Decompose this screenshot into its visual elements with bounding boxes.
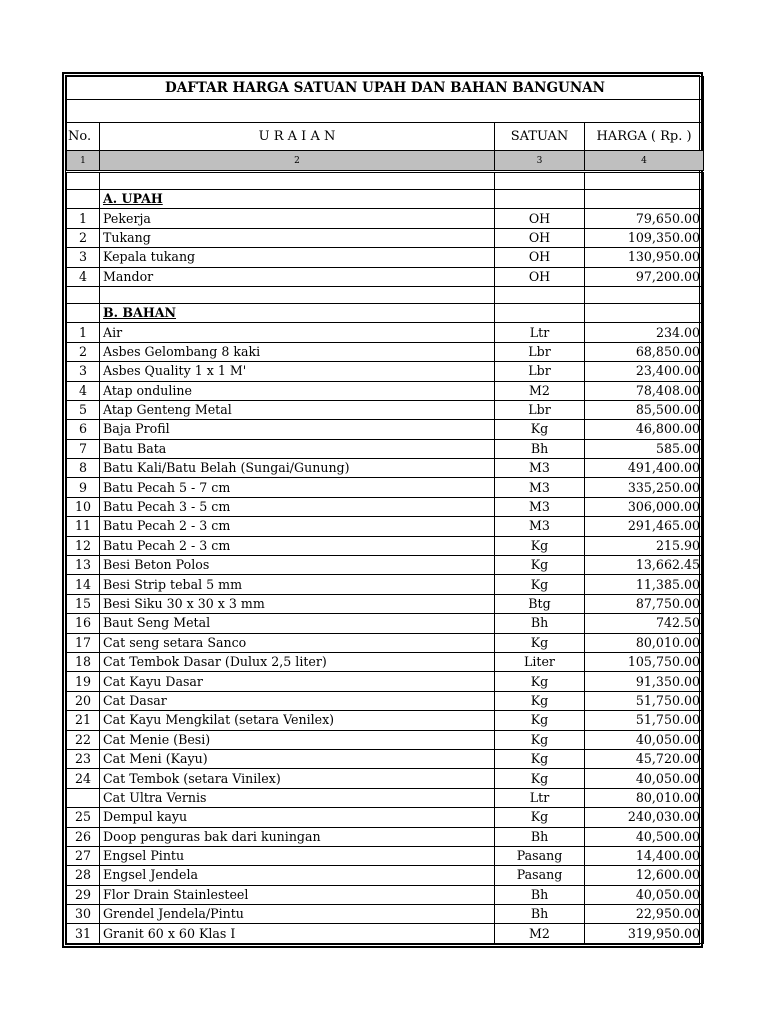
row-unit: Ltr (495, 788, 585, 807)
sheet-inner-border (65, 75, 700, 945)
row-item: Batu Pecah 2 - 3 cm (100, 536, 495, 555)
section-a-header (67, 190, 704, 209)
section-b-header (67, 303, 704, 322)
row-price: 87,750.00 (585, 594, 704, 613)
table-row (67, 711, 704, 730)
row-number: 12 (67, 536, 100, 555)
row-unit: Liter (495, 652, 585, 671)
row-price: 234.00 (585, 323, 704, 342)
row-number: 2 (67, 228, 100, 247)
row-item: Cat seng setara Sanco (100, 633, 495, 652)
row-number: 14 (67, 575, 100, 594)
row-unit: OH (495, 267, 585, 286)
table-row (67, 459, 704, 478)
row-number: 3 (67, 248, 100, 267)
table-row (67, 885, 704, 904)
row-unit: Kg (495, 672, 585, 691)
table-row (67, 400, 704, 419)
row-unit: M2 (495, 924, 585, 943)
row-unit: Bh (495, 614, 585, 633)
row-unit: Bh (495, 439, 585, 458)
row-unit: Lbr (495, 342, 585, 361)
row-unit: Pasang (495, 846, 585, 865)
row-price: 585.00 (585, 439, 704, 458)
column-number: 2 (100, 151, 495, 172)
row-number: 1 (67, 323, 100, 342)
column-number: 4 (585, 151, 704, 172)
row-number: 11 (67, 517, 100, 536)
row-number: 26 (67, 827, 100, 846)
header-uraian: U R A I A N (100, 123, 495, 151)
row-price: 40,500.00 (585, 827, 704, 846)
row-number: 18 (67, 652, 100, 671)
row-unit: M3 (495, 459, 585, 478)
row-item: Cat Dasar (100, 691, 495, 710)
table-row (67, 866, 704, 885)
blank-cell (67, 100, 704, 123)
page-title: DAFTAR HARGA SATUAN UPAH DAN BAHAN BANGUNAN (67, 77, 704, 100)
row-item: Atap Genteng Metal (100, 400, 495, 419)
row-unit: Pasang (495, 866, 585, 885)
section-b-label: B. BAHAN (100, 303, 495, 322)
row-price: 46,800.00 (585, 420, 704, 439)
table-row (67, 652, 704, 671)
row-unit: Kg (495, 575, 585, 594)
row-item: Asbes Gelombang 8 kaki (100, 342, 495, 361)
price-table (66, 76, 704, 944)
row-item: Batu Pecah 5 - 7 cm (100, 478, 495, 497)
row-number: 13 (67, 556, 100, 575)
row-price: 319,950.00 (585, 924, 704, 943)
row-price: 97,200.00 (585, 267, 704, 286)
row-number: 16 (67, 614, 100, 633)
table-row (67, 267, 704, 286)
row-price: 306,000.00 (585, 497, 704, 516)
section-a-label: A. UPAH (100, 190, 495, 209)
row-price: 68,850.00 (585, 342, 704, 361)
table-row (67, 672, 704, 691)
row-price: 335,250.00 (585, 478, 704, 497)
row-item: Batu Bata (100, 439, 495, 458)
table-row (67, 420, 704, 439)
row-price: 742.50 (585, 614, 704, 633)
row-number: 22 (67, 730, 100, 749)
table-row (67, 594, 704, 613)
header-satuan: SATUAN (495, 123, 585, 151)
table-row (67, 827, 704, 846)
table-row (67, 769, 704, 788)
row-item: Asbes Quality 1 x 1 M' (100, 362, 495, 381)
row-price: 109,350.00 (585, 228, 704, 247)
row-unit: Bh (495, 827, 585, 846)
row-price: 80,010.00 (585, 633, 704, 652)
row-number: 4 (67, 381, 100, 400)
row-price: 11,385.00 (585, 575, 704, 594)
row-price: 105,750.00 (585, 652, 704, 671)
row-unit: Kg (495, 808, 585, 827)
blank-row (67, 100, 704, 123)
row-price: 85,500.00 (585, 400, 704, 419)
row-item: Engsel Jendela (100, 866, 495, 885)
table-row (67, 691, 704, 710)
row-item: Cat Tembok Dasar (Dulux 2,5 liter) (100, 652, 495, 671)
table-row (67, 228, 704, 247)
row-item: Cat Ultra Vernis (100, 788, 495, 807)
row-price: 78,408.00 (585, 381, 704, 400)
row-unit: Kg (495, 556, 585, 575)
row-item: Batu Pecah 2 - 3 cm (100, 517, 495, 536)
row-item: Besi Strip tebal 5 mm (100, 575, 495, 594)
row-price: 40,050.00 (585, 885, 704, 904)
row-item: Besi Siku 30 x 30 x 3 mm (100, 594, 495, 613)
row-price: 79,650.00 (585, 209, 704, 228)
row-item: Cat Kayu Dasar (100, 672, 495, 691)
row-number: 20 (67, 691, 100, 710)
table-row (67, 614, 704, 633)
row-number: 8 (67, 459, 100, 478)
row-item: Baja Profil (100, 420, 495, 439)
row-price: 130,950.00 (585, 248, 704, 267)
table-row (67, 924, 704, 943)
column-number: 3 (495, 151, 585, 172)
row-unit: Kg (495, 711, 585, 730)
row-price: 51,750.00 (585, 711, 704, 730)
table-row (67, 730, 704, 749)
row-item: Cat Tembok (setara Vinilex) (100, 769, 495, 788)
row-number (67, 788, 100, 807)
row-item: Cat Kayu Mengkilat (setara Venilex) (100, 711, 495, 730)
table-row (67, 497, 704, 516)
table-row (67, 788, 704, 807)
row-number: 17 (67, 633, 100, 652)
row-price: 40,050.00 (585, 730, 704, 749)
row-unit: Ltr (495, 323, 585, 342)
table-row (67, 248, 704, 267)
row-number: 10 (67, 497, 100, 516)
row-unit: OH (495, 228, 585, 247)
row-price: 40,050.00 (585, 769, 704, 788)
row-number: 28 (67, 866, 100, 885)
row-price: 215.90 (585, 536, 704, 555)
row-price: 80,010.00 (585, 788, 704, 807)
row-unit: Kg (495, 769, 585, 788)
row-price: 22,950.00 (585, 905, 704, 924)
row-number: 5 (67, 400, 100, 419)
row-number: 6 (67, 420, 100, 439)
row-unit: OH (495, 248, 585, 267)
row-number: 21 (67, 711, 100, 730)
row-unit: Bh (495, 905, 585, 924)
row-unit: Bh (495, 885, 585, 904)
spacer-row (67, 286, 704, 303)
row-number: 30 (67, 905, 100, 924)
row-number: 27 (67, 846, 100, 865)
row-number: 19 (67, 672, 100, 691)
row-item: Batu Pecah 3 - 5 cm (100, 497, 495, 516)
table-row (67, 905, 704, 924)
row-item: Granit 60 x 60 Klas I (100, 924, 495, 943)
row-item: Pekerja (100, 209, 495, 228)
table-row (67, 342, 704, 361)
table-row (67, 381, 704, 400)
row-price: 12,600.00 (585, 866, 704, 885)
row-number: 24 (67, 769, 100, 788)
row-item: Mandor (100, 267, 495, 286)
row-unit: Btg (495, 594, 585, 613)
row-unit: Kg (495, 633, 585, 652)
row-number: 23 (67, 749, 100, 768)
table-row (67, 808, 704, 827)
row-unit: Kg (495, 749, 585, 768)
table-row (67, 517, 704, 536)
table-row (67, 362, 704, 381)
row-item: Batu Kali/Batu Belah (Sungai/Gunung) (100, 459, 495, 478)
header-harga: HARGA ( Rp. ) (585, 123, 704, 151)
row-number: 25 (67, 808, 100, 827)
row-number: 3 (67, 362, 100, 381)
row-number: 29 (67, 885, 100, 904)
row-item: Grendel Jendela/Pintu (100, 905, 495, 924)
table-row (67, 439, 704, 458)
table-row (67, 478, 704, 497)
table-row (67, 846, 704, 865)
header-no: No. (67, 123, 100, 151)
column-number: 1 (67, 151, 100, 172)
row-item: Air (100, 323, 495, 342)
row-item: Tukang (100, 228, 495, 247)
row-number: 2 (67, 342, 100, 361)
row-item: Baut Seng Metal (100, 614, 495, 633)
row-price: 23,400.00 (585, 362, 704, 381)
row-number: 15 (67, 594, 100, 613)
row-unit: Kg (495, 536, 585, 555)
row-item: Kepala tukang (100, 248, 495, 267)
row-item: Atap onduline (100, 381, 495, 400)
table-row (67, 633, 704, 652)
table-row (67, 575, 704, 594)
row-unit: M3 (495, 478, 585, 497)
row-price: 14,400.00 (585, 846, 704, 865)
row-price: 91,350.00 (585, 672, 704, 691)
row-unit: Kg (495, 420, 585, 439)
table-row (67, 323, 704, 342)
row-unit: Lbr (495, 400, 585, 419)
row-number: 1 (67, 209, 100, 228)
table-row (67, 536, 704, 555)
table-row (67, 209, 704, 228)
row-unit: M3 (495, 497, 585, 516)
row-unit: Kg (495, 730, 585, 749)
row-number: 9 (67, 478, 100, 497)
spacer-row (67, 172, 704, 190)
row-item: Engsel Pintu (100, 846, 495, 865)
row-item: Doop penguras bak dari kuningan (100, 827, 495, 846)
row-item: Dempul kayu (100, 808, 495, 827)
row-price: 13,662.45 (585, 556, 704, 575)
row-item: Besi Beton Polos (100, 556, 495, 575)
column-number-row (67, 151, 704, 172)
row-unit: OH (495, 209, 585, 228)
price-list-sheet (62, 72, 703, 948)
row-unit: M2 (495, 381, 585, 400)
row-price: 240,030.00 (585, 808, 704, 827)
row-unit: M3 (495, 517, 585, 536)
row-number: 31 (67, 924, 100, 943)
title-row (67, 77, 704, 100)
header-row (67, 123, 704, 151)
row-number: 4 (67, 267, 100, 286)
row-unit: Kg (495, 691, 585, 710)
row-item: Cat Meni (Kayu) (100, 749, 495, 768)
row-item: Flor Drain Stainlesteel (100, 885, 495, 904)
row-price: 51,750.00 (585, 691, 704, 710)
table-row (67, 556, 704, 575)
row-unit: Lbr (495, 362, 585, 381)
row-price: 291,465.00 (585, 517, 704, 536)
row-price: 45,720.00 (585, 749, 704, 768)
row-item: Cat Menie (Besi) (100, 730, 495, 749)
table-row (67, 749, 704, 768)
row-number: 7 (67, 439, 100, 458)
row-price: 491,400.00 (585, 459, 704, 478)
